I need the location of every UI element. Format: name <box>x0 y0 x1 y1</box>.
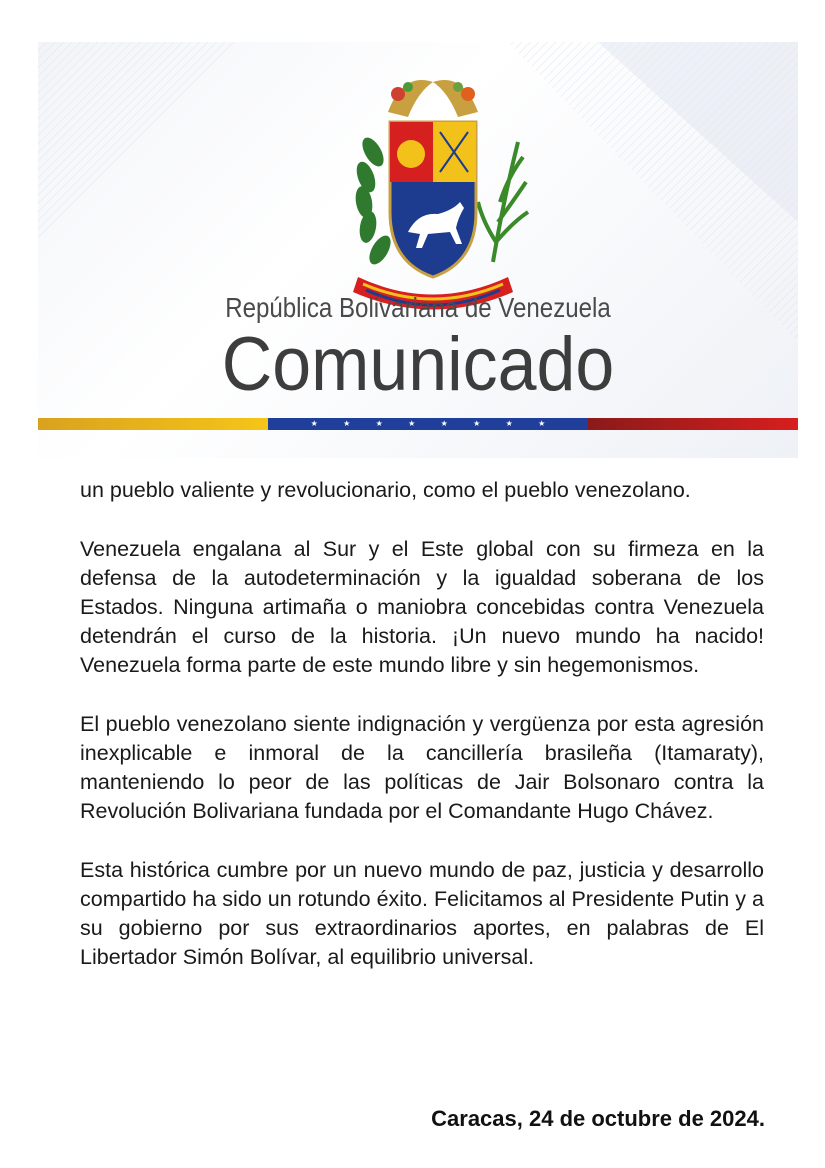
page-title: Comunicado <box>221 322 615 407</box>
flag-blue-band <box>268 418 588 430</box>
star-icon: ★ <box>505 419 513 428</box>
flag-yellow-band <box>38 418 268 430</box>
star-icon: ★ <box>375 419 383 428</box>
star-icon: ★ <box>343 419 351 428</box>
paragraph: Esta histórica cumbre por un nuevo mundo de paz, justicia y desarrollo compartido ha sido un rotundo éxito. Felicitamos al Presidente Putin y a su gobierno por sus extraordinarios aportes, en palabras de El Libertador Simón Bolívar, al equilibrio universal. <box>80 858 764 969</box>
flag-color-bar <box>38 418 798 430</box>
star-icon: ★ <box>440 419 448 428</box>
paragraph: Venezuela engalana al Sur y el Este global con su firmeza en la defensa de la autodeterminación y la igualdad soberana de los Estados. Ninguna artimaña o maniobra concebidas contra Venezuela detendrán el curso de la historia. ¡Un nuevo mundo ha nacido! Venezuela forma parte de este mundo libre y sin hegemonismos. <box>80 537 764 677</box>
republic-name: República Bolivariana de Venezuela <box>225 292 611 323</box>
communique-header <box>38 42 798 458</box>
date-line: Caracas, 24 de octubre de 2024. <box>431 1106 765 1131</box>
paragraph: El pueblo venezolano siente indignación y vergüenza por esta agresión inexplicable e inmoral de la cancillería brasileña (Itamaraty), manteniendo lo peor de las políticas de Jair Bolsonaro contra la Revolución Bolivariana fundada por el Comandante Hugo Chávez. <box>80 712 764 823</box>
star-icon: ★ <box>408 419 416 428</box>
coat-of-arms-icon <box>328 62 538 322</box>
communique-body <box>80 476 764 1002</box>
star-icon: ★ <box>310 419 318 428</box>
star-icon: ★ <box>538 419 546 428</box>
paragraph: un pueblo valiente y revolucionario, como el pueblo venezolano. <box>80 478 691 502</box>
star-icon: ★ <box>473 419 481 428</box>
flag-red-band <box>588 418 798 430</box>
